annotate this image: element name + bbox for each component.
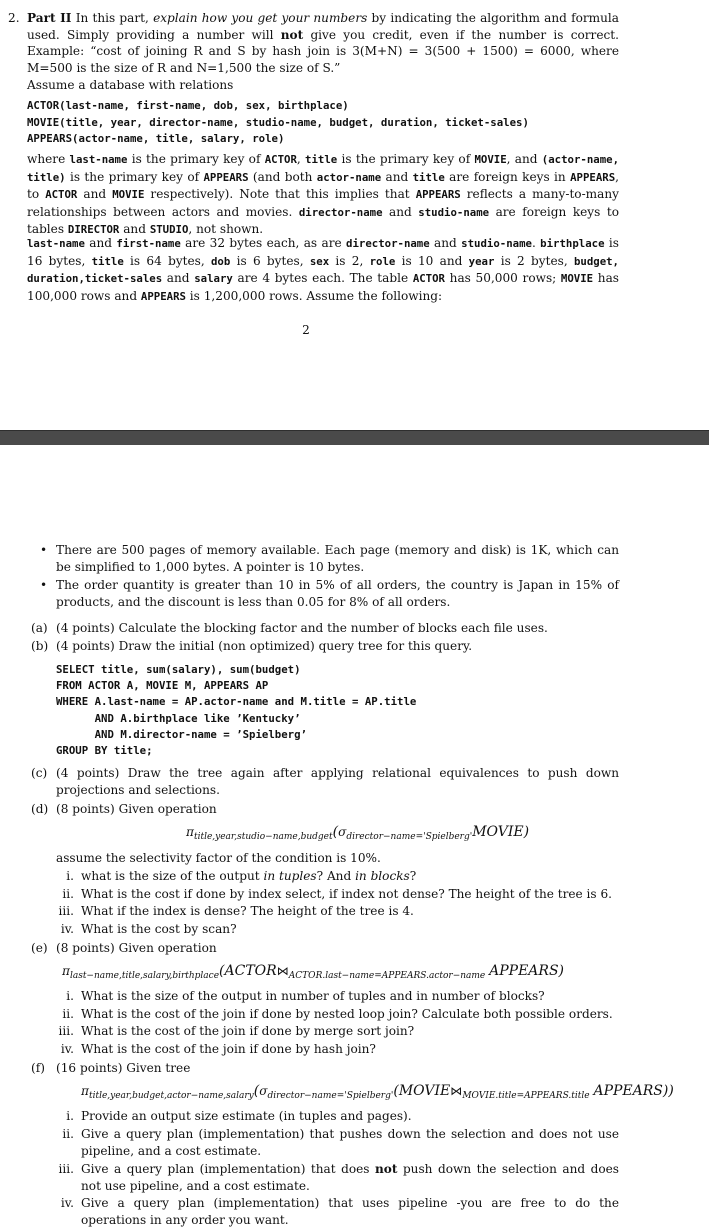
text: and <box>381 169 413 184</box>
page-number: 2 <box>302 323 310 337</box>
text: is the primary key of <box>65 169 204 184</box>
text: Give a query plan (implementation) that uses pipeline -you are free to do the operations in any order you want. <box>81 1196 619 1227</box>
item-c-text: (4 points) Draw the tree again after applying relational equivalences to push down projections and selections. <box>56 766 619 797</box>
identifier: birthplace <box>540 237 605 250</box>
item-b-text: (4 points) Draw the initial (non optimized) query tree for this query. <box>56 639 473 653</box>
selection-condition: director−name='Spielberg' <box>346 832 473 842</box>
selection-condition: director−name='Spielberg' <box>267 1091 394 1101</box>
item-e-text: (8 points) Given operation <box>56 941 217 955</box>
join-condition: ACTOR.last−name=APPEARS.actor−name <box>288 971 486 981</box>
intro-text-3: give you credit, even if the number is correct. Example: “cost of joining R and S by hash join is 3(M+N) = 3(500 + 1500) = 6000, where M=500 is the size of R and N=1,500 the size of S.” <box>27 27 619 75</box>
item-d-label: (d) <box>31 802 49 816</box>
identifier: ACTOR <box>264 153 297 166</box>
emphasis: in tuples <box>263 869 317 883</box>
subitem-text <box>81 1023 619 1040</box>
subitem-number: iv. <box>60 1196 74 1210</box>
identifier: ACTOR <box>412 272 445 285</box>
identifier: title <box>305 153 338 166</box>
subitem-text <box>81 903 619 920</box>
text: has 100,000 rows and <box>27 271 619 303</box>
text: what is the size of the output <box>81 869 264 883</box>
identifier: ACTOR <box>45 188 78 201</box>
subitem-number: iv. <box>60 922 74 936</box>
bullet-order-quantity: The order quantity is greater than 10 in 5% of all orders, the country is Japan in 15% of products, and the discount is less than 0.05 for 8% of all orders. <box>56 578 619 609</box>
assume-text: Assume a database with relations <box>27 78 234 92</box>
identifier: director-name <box>346 237 430 250</box>
text: are foreign keys to tables <box>27 204 619 236</box>
subitem-text <box>81 868 619 885</box>
identifier: MOVIE <box>474 153 507 166</box>
item-c-label: (c) <box>31 766 48 780</box>
text: is 2 bytes, <box>494 253 574 268</box>
relation-appears: APPEARS(actor-name, title, salary, role) <box>27 132 285 145</box>
item-e-label: (e) <box>31 941 48 955</box>
text: are foreign keys in <box>444 169 571 184</box>
identifier: DIRECTOR <box>67 223 120 236</box>
item-b-label: (b) <box>31 639 49 653</box>
text: What is the cost if done by index select, if index not dense? The height of the tree is 6. <box>81 887 612 901</box>
subitem-number: iii. <box>58 904 74 918</box>
text: What is the cost of the join if done by nested loop join? Calculate both possible orders. <box>81 1007 613 1021</box>
text: is 6 bytes, <box>230 253 310 268</box>
text: What is the cost of the join if done by hash join? <box>81 1042 376 1056</box>
text: (and both <box>248 169 317 184</box>
identifier: salary <box>194 272 233 285</box>
text: has 50,000 rows; <box>445 271 561 285</box>
join-symbol: ⋈ <box>276 964 289 978</box>
identifier: APPEARS <box>415 188 461 201</box>
page-2 <box>0 444 709 1225</box>
subitem-text <box>81 1006 619 1023</box>
text: and <box>77 187 113 201</box>
item-f-label: (f) <box>31 1061 45 1075</box>
identifier: title <box>91 254 124 268</box>
text: , <box>296 152 306 166</box>
pi-symbol: π <box>62 964 70 978</box>
identifier: director-name <box>298 205 383 219</box>
identifier: last-name <box>27 237 85 250</box>
subitem-text <box>81 1126 619 1159</box>
subitem-number: i. <box>66 869 74 883</box>
sql-line: WHERE A.last-name = AP.actor-name and M.title = AP.title <box>56 695 417 709</box>
subitem-text <box>81 1161 619 1194</box>
relation-name: MOVIE <box>472 824 524 840</box>
text: and <box>162 271 195 285</box>
pi-symbol: π <box>186 825 194 839</box>
sql-line: FROM ACTOR A, MOVIE M, APPEARS AP <box>56 679 269 693</box>
text: Provide an output size estimate (in tuples and pages). <box>81 1109 412 1123</box>
intro-text-1: In this part, <box>75 11 149 25</box>
subitem-number: i. <box>66 1109 74 1123</box>
identifier: role <box>369 254 396 268</box>
subitem-number: i. <box>66 989 74 1003</box>
identifier: MOVIE <box>112 188 145 201</box>
relation-name: MOVIE <box>398 1083 451 1099</box>
formula-e: $\pi_{last-name,title,salary,birthplace}(ACTOR⋈_{ACTOR.last-name=APPEARS.actor-name}$ APPEARS) <box>62 963 565 981</box>
text: is 64 bytes, <box>123 253 211 268</box>
identifier: year <box>468 254 495 268</box>
text: . <box>531 236 541 250</box>
sql-line: GROUP BY title; <box>56 744 153 758</box>
relation-movie: MOVIE(title, year, director-name, studio-name, budget, duration, ticket-sales) <box>27 116 529 129</box>
identifier: last-name <box>69 153 128 166</box>
text: and <box>84 236 117 250</box>
text: is the primary key of <box>337 152 475 166</box>
text: are 32 bytes each, as are <box>180 236 347 250</box>
projection-attributes: title,year,budget,actor−name,salary <box>88 1091 254 1101</box>
subitem-number: iii. <box>58 1024 74 1038</box>
subitem-text <box>81 921 619 938</box>
subitem-number: iii. <box>58 1162 74 1176</box>
subitem-text <box>81 1108 619 1125</box>
selectivity-text: assume the selectivity factor of the condition is 10%. <box>56 851 381 865</box>
identifier: budget, duration,ticket-sales <box>27 254 619 285</box>
sql-line: AND M.director-name = ’Spielberg’ <box>56 727 307 741</box>
part-heading: Part II <box>27 11 72 25</box>
sigma-symbol: σ <box>338 825 347 839</box>
text: ? <box>409 869 417 883</box>
sigma-symbol: σ <box>259 1084 268 1098</box>
relation-actor: ACTOR(last-name, first-name, dob, sex, birthplace) <box>27 99 349 112</box>
text: , to <box>27 169 619 201</box>
relation-name: APPEARS <box>489 963 559 979</box>
sizes-paragraph <box>27 235 619 305</box>
identifier: MOVIE <box>560 272 594 285</box>
text: Give a query plan (implementation) that does <box>81 1162 375 1176</box>
projection-attributes: title,year,studio−name,budget <box>193 832 333 842</box>
identifier: title <box>412 170 445 184</box>
subitem-text <box>81 1195 619 1228</box>
identifier: dob <box>211 254 231 268</box>
identifier: APPEARS <box>570 170 616 184</box>
identifier: studio-name <box>461 237 532 250</box>
page-1 <box>0 0 709 430</box>
pi-symbol: π <box>81 1084 89 1098</box>
identifier: actor-name <box>316 170 382 184</box>
text: push down the selection and does not use pipeline, and a cost estimate. <box>81 1162 619 1193</box>
bold-text: not <box>375 1162 398 1176</box>
emphasis: in blocks <box>355 869 410 883</box>
text: Give a query plan (implementation) that pushes down the selection and does not use pipeline, and a cost estimate. <box>81 1127 619 1158</box>
bullet-icon: • <box>40 578 48 592</box>
text: and <box>382 204 419 219</box>
subitem-number: iv. <box>60 1042 74 1056</box>
text: are 4 bytes each. The table <box>232 271 413 285</box>
join-condition: MOVIE.title=APPEARS.title <box>462 1091 590 1101</box>
text: respectively). Note that this implies that <box>144 187 416 201</box>
identifier: (actor-name, title) <box>27 153 620 184</box>
item-a-text: (4 points) Calculate the blocking factor and the number of blocks each file uses. <box>56 621 548 635</box>
text: ? And <box>316 869 356 883</box>
join-symbol: ⋈ <box>450 1084 463 1098</box>
item-d-text: (8 points) Given operation <box>56 802 217 816</box>
intro-emphasis: explain how you get your numbers <box>153 11 368 25</box>
sql-query <box>56 662 416 759</box>
identifier: sex <box>309 254 330 268</box>
sql-line: SELECT title, sum(salary), sum(budget) <box>56 663 301 676</box>
identifier: STUDIO <box>149 223 189 236</box>
bullet-icon: • <box>40 543 48 557</box>
text: is 1,200,000 rows. Assume the following: <box>185 288 443 303</box>
subitem-text <box>81 988 619 1005</box>
projection-attributes: last−name,title,salary,birthplace <box>69 971 220 981</box>
sql-line: AND A.birthplace like ’Kentucky’ <box>56 711 301 725</box>
text: and <box>119 222 150 236</box>
text: is 2, <box>329 253 370 268</box>
page-separator <box>0 430 709 445</box>
text: is the primary key of <box>127 152 265 166</box>
text: What is the size of the output in number of tuples and in number of blocks? <box>81 989 545 1003</box>
relation-name: ACTOR <box>224 963 277 979</box>
bullet-memory: There are 500 pages of memory available. Each page (memory and disk) is 1K, which can be simplified to 1,000 bytes. A pointer is 10 bytes. <box>56 543 619 574</box>
text: What if the index is dense? The height of the tree is 4. <box>81 904 414 918</box>
subitem-number: ii. <box>62 887 74 901</box>
subitem-number: ii. <box>62 1127 74 1141</box>
part-intro <box>27 10 619 76</box>
identifier: APPEARS <box>203 170 249 184</box>
text: where <box>27 152 70 166</box>
intro-text-2: by indicating the algorithm and formula used. Simply providing a number will <box>27 11 619 42</box>
subitem-text <box>81 1041 619 1058</box>
text: and <box>429 236 462 250</box>
identifier: studio-name <box>418 205 490 219</box>
text: , and <box>506 152 542 166</box>
relation-name: APPEARS <box>593 1083 663 1099</box>
text: is 10 and <box>395 253 469 268</box>
text: is 16 bytes, <box>27 236 619 268</box>
text: reflects a many-to-many relationships between actors and movies. <box>27 187 619 219</box>
identifier: first-name <box>116 237 181 250</box>
identifier: APPEARS <box>140 289 186 303</box>
item-f-text: (16 points) Given tree <box>56 1061 191 1075</box>
keys-paragraph <box>27 151 619 239</box>
formula-f: $\pi_{title,year,budget,actor-name,salary}(\sigma_{director-name='Spielberg'}(MOVIE⋈_{MOVIE.title=APPEARS.title}$ APPEARS)) <box>81 1083 674 1101</box>
item-a-label: (a) <box>31 621 48 635</box>
text: What is the cost of the join if done by merge sort join? <box>81 1024 415 1038</box>
formula-d: $\pi_{title,year,studio-name,budget}(\sigma_{director-name='Spielberg'}MOVIE)$ <box>186 824 530 842</box>
text: What is the cost by scan? <box>81 922 237 936</box>
intro-not: not <box>280 27 304 42</box>
text: , not shown. <box>188 222 264 236</box>
subitem-number: ii. <box>62 1007 74 1021</box>
question-number: 2. <box>8 11 20 25</box>
subitem-text <box>81 886 619 903</box>
